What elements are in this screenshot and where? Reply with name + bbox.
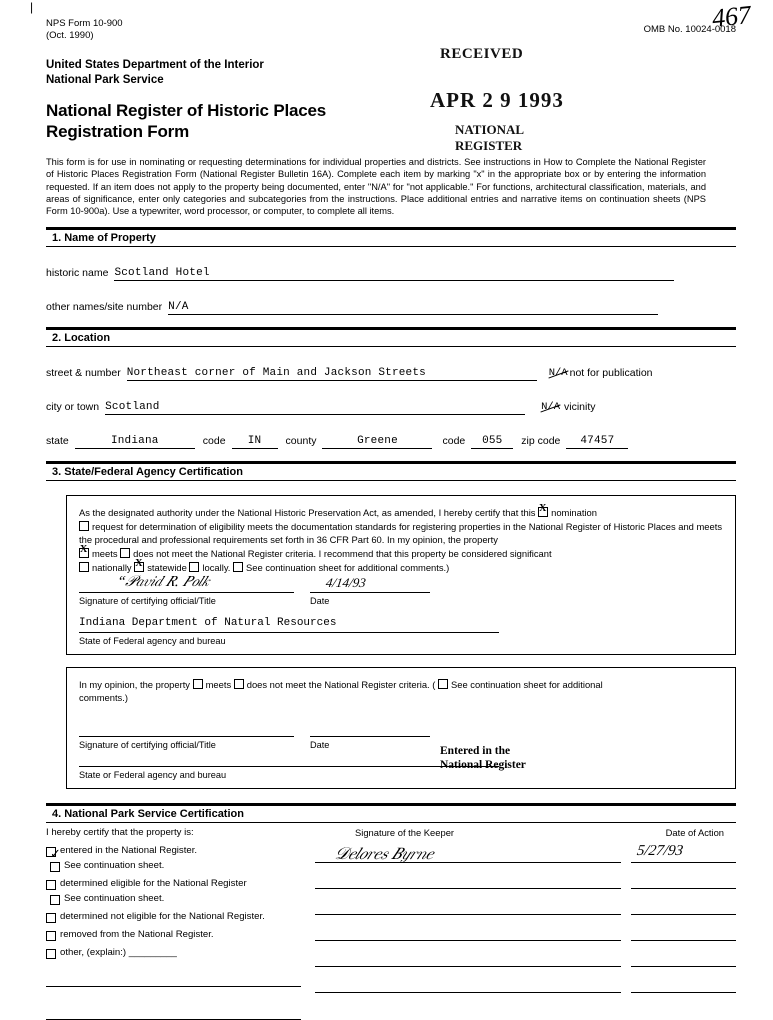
nps-intro: I hereby certify that the property is:: [46, 827, 194, 839]
street-label: street & number: [46, 367, 121, 380]
state-field[interactable]: Indiana: [75, 435, 195, 449]
certifying-agency-value: Indiana Department of Natural Resources: [79, 616, 337, 629]
section-1-heading: 1. Name of Property: [46, 227, 736, 247]
state-code-field[interactable]: IN: [232, 435, 278, 449]
locally-checkbox[interactable]: [189, 562, 199, 572]
other-names-row: [46, 281, 736, 315]
street-field[interactable]: Northeast corner of Main and Jackson Streets: [127, 367, 537, 381]
continuation-sheet-label-2: See continuation sheet for additional: [451, 678, 603, 690]
request-determination-checkbox[interactable]: [79, 521, 89, 531]
keeper-line-3[interactable]: [315, 892, 621, 915]
box2-signature-line[interactable]: [79, 735, 294, 737]
box2-meets-label: meets: [205, 678, 232, 690]
cert-text-a: As the designated authority under the National Historic Preservation Act, as amended, I hereby certify that this: [79, 507, 536, 519]
county-code-label: code: [442, 435, 466, 448]
keeper-row-4: [315, 918, 736, 944]
zip-label: zip code: [521, 435, 561, 448]
omb-number: OMB No. 10024-0018: [643, 24, 736, 35]
nps-option-eligible-sub[interactable]: [46, 893, 301, 906]
nps-option-other-label: other, (explain:) _________: [60, 946, 177, 958]
nps-option-entered-label: entered in the National Register.: [60, 845, 198, 857]
keeper-line-4[interactable]: [315, 918, 621, 941]
keeper-line-6[interactable]: [315, 970, 621, 993]
federal-certification-box: [66, 667, 736, 789]
state-code-label: code: [202, 435, 226, 448]
box2-does-not-meet-checkbox[interactable]: [234, 679, 244, 689]
agency-line-1: United States Department of the Interior: [46, 58, 264, 71]
nps-option-other[interactable]: [46, 947, 301, 960]
date-of-action-line[interactable]: [631, 840, 736, 863]
keeper-row-6: [315, 970, 736, 996]
nps-option-removed-checkbox[interactable]: [46, 931, 56, 941]
nps-option-eligible-sub-checkbox[interactable]: [50, 895, 60, 905]
nps-option-eligible[interactable]: [46, 878, 301, 891]
not-for-publication-label: not for publication: [569, 367, 653, 380]
form-instructions: This form is for use in nominating or requesting determinations for individual properties and districts. See instructions in How to Complete the National Register of Historic Places Registration Form (National Register Bulletin 16A). Complete each item by marking "x" in the appropriate box or by entering the information requested. If an item does not apply to the property being documented, enter "N/A" for "not applicable." For functions, architectural classification, materials, and areas of significance, enter only categories and subcategories from the instructions. Place additional entries and narrative items on continuation sheets (NPS Form 10-900a). Use a typewriter, word processor, or computer, to complete all items.: [46, 157, 706, 217]
nps-option-entered-sub-checkbox[interactable]: [50, 862, 60, 872]
national-register-stamp-line1: NATIONAL: [455, 122, 525, 137]
certifying-official-signature: “𝒫𝑎𝑣𝑖𝑑 𝑅. 𝑃𝑜𝑙𝑘: [115, 573, 211, 590]
does-not-meet-checkbox[interactable]: [120, 548, 130, 558]
state-certification-box: [66, 495, 736, 654]
federal-certification-paragraph: [79, 678, 723, 705]
box2-date-line[interactable]: [310, 735, 430, 737]
archival-page-number: 467: [710, 0, 753, 33]
street-row: [46, 347, 736, 381]
city-label: city or town: [46, 401, 100, 414]
vicinity-na: N/A: [541, 401, 561, 414]
continuation-sheet-label-1: See continuation sheet for additional comments.): [246, 562, 450, 574]
county-field[interactable]: Greene: [322, 435, 432, 449]
date-line-5[interactable]: [631, 944, 736, 967]
not-for-publication-na: N/A: [548, 367, 568, 380]
nps-option-not-eligible[interactable]: [46, 911, 301, 924]
other-names-field[interactable]: N/A: [168, 301, 658, 315]
statewide-label: statewide: [147, 562, 187, 574]
vicinity-label: vicinity: [564, 401, 596, 414]
keeper-row-2: [315, 866, 736, 892]
locally-label: locally.: [202, 562, 231, 574]
nps-option-entered-sub[interactable]: [46, 860, 301, 873]
nomination-checkbox[interactable]: [538, 507, 548, 517]
historic-name-row: [46, 247, 736, 281]
box2-does-not-meet-label: does not meet the National Register criteria. (: [246, 678, 436, 690]
section-4-heading: 4. National Park Service Certification: [46, 803, 736, 823]
section-2-heading: 2. Location: [46, 327, 736, 347]
state-county-row: [46, 415, 736, 449]
keeper-line-2[interactable]: [315, 866, 621, 889]
box2-date-label: Date: [310, 739, 330, 750]
keeper-line-5[interactable]: [315, 944, 621, 967]
received-date-stamp: APR 2 9 1993: [430, 88, 564, 112]
nps-option-removed-label: removed from the National Register.: [60, 928, 214, 940]
meets-label: meets: [92, 548, 118, 560]
date-line-3[interactable]: [631, 892, 736, 915]
does-not-meet-label: does not meet the National Register criteria. I recommend that this property be considered significant: [133, 548, 552, 560]
page-title: [46, 100, 736, 143]
box2-meets-checkbox[interactable]: [193, 679, 203, 689]
nationally-checkbox[interactable]: [79, 562, 89, 572]
certification-date-value: 4/14/93: [325, 575, 367, 591]
page-title-line-1: National Register of Historic Places: [46, 100, 326, 120]
nps-keeper-column: [301, 827, 736, 1020]
form-header-line: [46, 18, 736, 42]
state-label: state: [46, 435, 69, 448]
sig-title-label: Signature of certifying official/Title: [79, 596, 216, 607]
page-edge-mark: |: [30, 0, 34, 14]
nps-extra-line-1[interactable]: [46, 966, 301, 987]
nps-option-other-checkbox[interactable]: [46, 949, 56, 959]
signature-row-labels: [79, 593, 723, 608]
date-line-2[interactable]: [631, 866, 736, 889]
agency-block: [46, 58, 736, 88]
nomination-label: nomination: [551, 507, 597, 519]
date-of-action-value: 5/27/93: [635, 843, 685, 860]
entered-stamp-line2: National Register: [440, 759, 526, 772]
box2-sig-title-label: Signature of certifying official/Title: [79, 739, 216, 750]
historic-name-field[interactable]: Scotland Hotel: [114, 267, 674, 281]
entered-stamp-line1: Entered in the: [440, 745, 511, 757]
continuation-sheet-checkbox-1[interactable]: [233, 562, 243, 572]
continuation-sheet-checkbox-2[interactable]: [438, 679, 448, 689]
date-of-action-label: Date of Action: [665, 827, 724, 839]
zip-field[interactable]: 47457: [566, 435, 628, 449]
keeper-signature-row: [315, 840, 736, 866]
form-date: (Oct. 1990): [46, 29, 94, 41]
form-sheet: [46, 18, 736, 1020]
county-label: county: [285, 435, 317, 448]
date-label: Date: [310, 596, 330, 607]
meets-checkbox[interactable]: [79, 548, 89, 558]
nps-option-not-eligible-checkbox[interactable]: [46, 913, 56, 923]
received-stamp: RECEIVED: [440, 46, 524, 62]
certifying-agency-label: State of Federal agency and bureau: [79, 636, 226, 647]
certification-paragraph: [79, 506, 723, 575]
nps-extra-lines: [46, 966, 301, 1020]
nationally-label: nationally: [92, 562, 132, 574]
county-code-field[interactable]: 055: [471, 435, 513, 449]
nps-option-eligible-sub-label: See continuation sheet.: [64, 892, 165, 904]
national-register-stamp-line2: REGISTER: [455, 138, 523, 154]
nps-option-removed[interactable]: [46, 929, 301, 942]
agency-line-2: National Park Service: [46, 73, 164, 86]
historic-name-label: historic name: [46, 267, 109, 280]
other-names-label: other names/site number: [46, 301, 163, 314]
box2-para: In my opinion, the property: [79, 678, 190, 690]
keeper-row-5: [315, 944, 736, 970]
city-row: [46, 381, 736, 415]
date-line-4[interactable]: [631, 918, 736, 941]
box2-signature-labels: [79, 737, 723, 752]
nps-option-entered-sub-label: See continuation sheet.: [64, 860, 165, 872]
date-line-6[interactable]: [631, 970, 736, 993]
nps-option-not-eligible-label: determined not eligible for the National Register.: [60, 910, 265, 922]
entered-check-mark: ✓: [50, 846, 61, 862]
request-determination-label: request for determination of eligibility meets the documentation standards for registering properties in the National Register of Historic Places and meets the procedural and professional requirements set forth in 36 CFR Part 60. In my opinion, the property: [79, 521, 723, 546]
keeper-label: Signature of the Keeper: [355, 827, 455, 839]
form-number: NPS Form 10-900: [46, 18, 123, 29]
city-field[interactable]: Scotland: [105, 401, 525, 415]
box2-agency-label: State or Federal agency and bureau: [79, 770, 227, 781]
box2-comments-label: comments.): [79, 691, 128, 703]
keeper-row-3: [315, 892, 736, 918]
nps-option-eligible-checkbox[interactable]: [46, 880, 56, 890]
statewide-checkbox[interactable]: [134, 562, 144, 572]
section-3-heading: 3. State/Federal Agency Certification: [46, 461, 736, 481]
nps-certification-block: [46, 827, 736, 1020]
keeper-signature: 𝒟𝑒𝑙𝑜𝑟𝑒𝑠 𝐵𝑦𝑟𝑛𝑒: [333, 844, 435, 864]
page-title-line-2: Registration Form: [46, 121, 190, 141]
nps-option-entered[interactable]: [46, 845, 301, 862]
nps-option-eligible-label: determined eligible for the National Register: [60, 877, 247, 889]
nps-extra-line-2[interactable]: [46, 999, 301, 1020]
nps-keeper-headers: [315, 827, 736, 840]
nps-options-column: [46, 827, 301, 1020]
form-id-block: [46, 18, 123, 42]
